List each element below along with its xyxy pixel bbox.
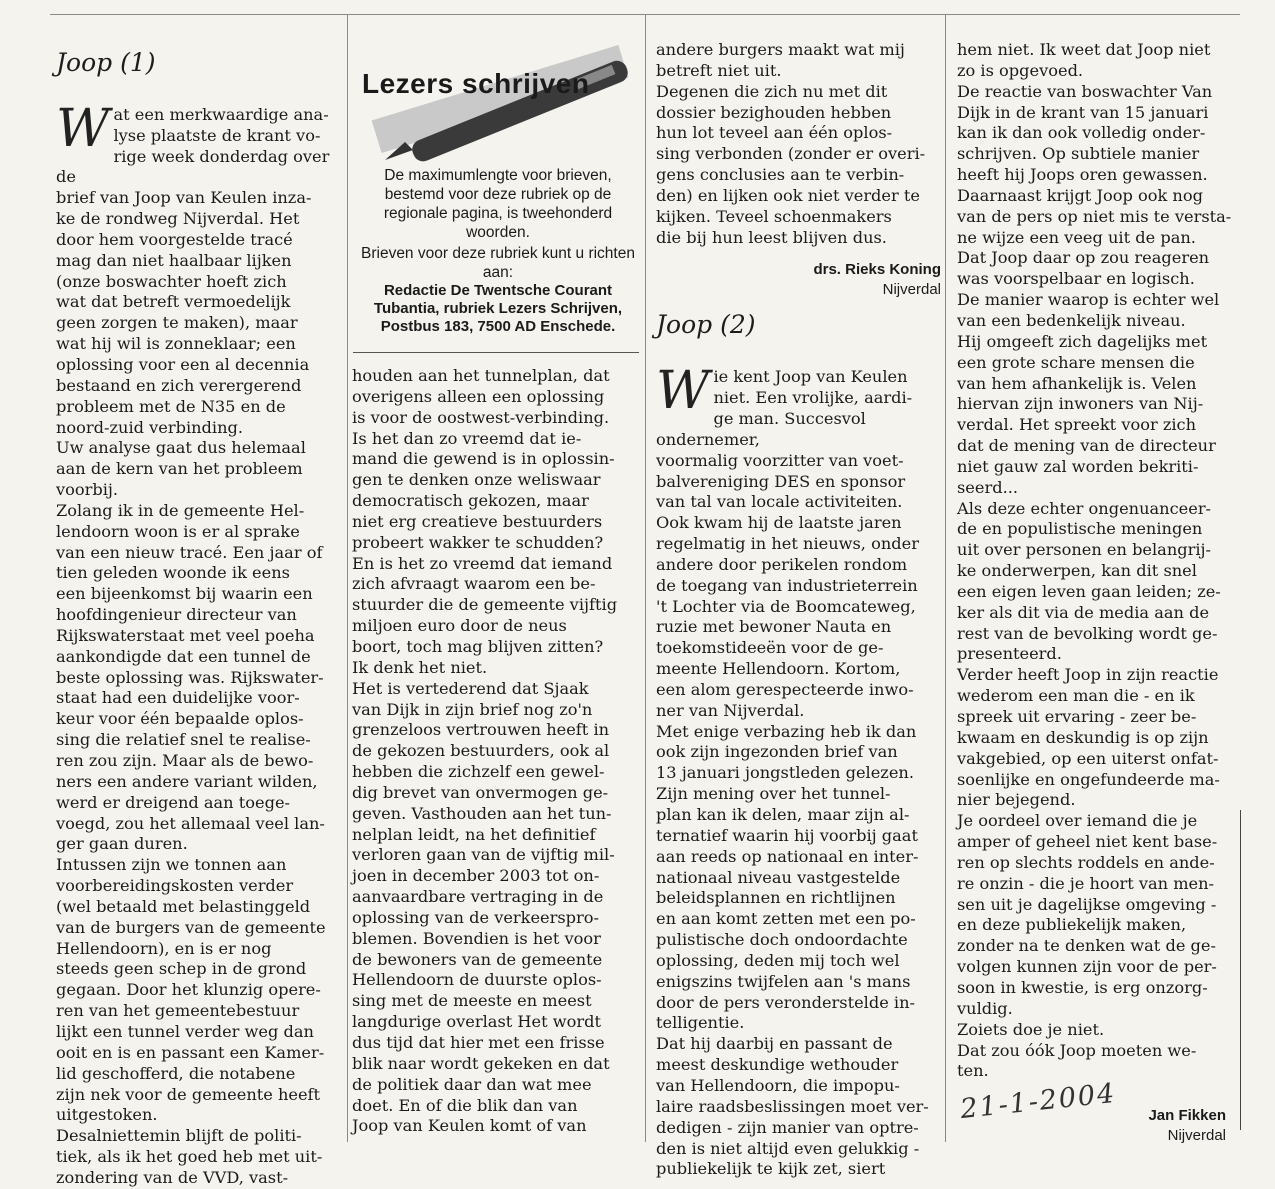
top-rule [50, 14, 1240, 15]
box-bottom-rule [353, 352, 639, 353]
letter1-title: Joop (1) [56, 48, 156, 77]
rubric-logo [357, 42, 639, 172]
column-3 [656, 40, 941, 1180]
letter1-signature [656, 260, 941, 300]
handwritten-date: 21-1-2004 [958, 1077, 1118, 1126]
letter1-dropcap: W [56, 98, 110, 159]
letter1-body-col2: houden aan het tunnelplan, dat overigens alleen een oplossing is voor de oostwest-verbinding. Is het dan zo vreemd dat ie- mand die gewend is in oplossin- gen te denken onze weliswaar democratisch gekozen, maar niet erg creatieve bestuurders probeert wakker te schudden? En is het zo vreemd dat iemand zich afvraagt waarom een be- stuurder die de gemeente vijftig miljoen euro door de neus boort, toch mag blijven zitten? Ik denk het niet. Het is vertederend dat Sjaak van Dijk in zijn brief nog zo'n grenzeloos vertrouwen heeft in de gekozen bestuurders, ook al hebben die zichzelf een gewel- dig brevet van onvermogen ge- geven. Vasthouden aan het tun- nelplan leidt, na het definitief verloren gaan van de vijftig mil- joen in december 2003 tot on- aanvaardbare vertraging in de oplossing van de verkeerspro- blemen. Bovendien is het voor de bewoners van de gemeente Hellendoorn de duurste oplos- sing met de meeste en meest langdurige overlast Het wordt dus tijd dat hier met een frisse blik naar wordt gekeken en dat de politiek daar dan wat mee doet. En of die blik dan van Joop van Keulen komt of van [352, 366, 618, 1136]
page-edge [1240, 810, 1241, 1130]
column-rule [347, 14, 348, 1142]
rubric-send-to: Brieven voor deze rubriek kunt u richten aan: [361, 245, 635, 281]
letter1-place: Nijverdal [882, 281, 941, 299]
column-rule [645, 14, 646, 1142]
letter2-title: Joop (2) [656, 310, 756, 340]
lezers-schrijven-box [357, 42, 639, 354]
rubric-address: Redactie De Twentsche Courant Tubantia, rubriek Lezers Schrijven, Postbus 183, 7500 AD Enschede. [373, 282, 623, 335]
letter1-column-2 [352, 366, 642, 1137]
letter1-column-1 [56, 44, 341, 1189]
letter2-column-4 [957, 40, 1237, 1082]
letter2-dropcap: W [656, 361, 710, 422]
letter2-place: Nijverdal [1167, 1127, 1226, 1144]
letter2-signature [1040, 1106, 1226, 1146]
rubric-logo-text: Lezers schrijven [362, 68, 590, 99]
letter1-intro: at een merkwaardige ana- lyse plaatste de krant vo- rige week donderdag over de brief van Joop van Keulen inza- ke de rondweg Nijverdal. Het door hem voorgestelde tracé mag dan niet haalbaar lijken (onze boswachter hoeft zich wat dat betreft vermoedelijk geen zorgen te maken), maar wat hij wil is zonneklaar; een oplossing voor een al decennia bestaand en zich verergerend probleem met de N35 en de noord-zuid verbinding. [56, 104, 330, 437]
rubric-description: De maximumlengte voor brieven, bestemd voor deze rubriek op de regionale pagina, is tweehonderd woorden. [383, 167, 613, 241]
letter2-body-col3: ie kent Joop van Keulen niet. Een vrolijke, aardi- ge man. Succesvol ondernemer, voormalig voorzitter van voet- balvereniging DES en sponsor van tal van locale activiteiten. Ook kwam hij de laatste jaren regelmatig in het nieuws, onder andere door perikelen rondom de toegang van industrieterrein 't Lochter via de Boomcateweg, ruzie met bewoner Nauta en toekomstideeën voor de ge- meente Hellendoorn. Kortom, een alom gerespecteerde inwo- ner van Nijverdal. Met enige verbazing heb ik dan ook zijn ingezonden brief van 13 januari jongstleden gelezen. Zijn mening over het tunnel- plan kan ik delen, maar zijn al- ternatief waarin hij voorbij gaat aan reeds op nationaal en inter- nationaal niveau vastgestelde beleidsplannen en richtlijnen en aan komt zetten met een po- pulistische doch ondoordachte oplossing, deden mij toch wel enigszins twijfelen aan 's mans door de pers veronderstelde in- telligentie. Dat hij daarbij en passant de meest deskundige wethouder van Hellendoorn, die impopu- laire raadsbeslissingen moet ver- dedigen - zijn manier van optre- den is niet altijd even gelukkig - publiekelijk te kijk zet, siert [656, 367, 929, 1179]
letter1-body-col3: andere burgers maakt wat mij betreft niet uit. Degenen die zich nu met dit dossier bezighouden hebben hun lot teveel aan één oplos- sing verbonden (zonder er overi- gens conclusies aan te verbin- den) en lijken ook niet verder te kijken. Teveel schoenmakers die bij hun leest blijven dus. [656, 40, 926, 247]
letter2-author: Jan Fikken [1148, 1107, 1226, 1124]
letter1-author: drs. Rieks Koning [813, 261, 941, 279]
letter1-body-col1: Uw analyse gaat dus helemaal aan de kern van het probleem voorbij. Zolang ik in de gemeente Hel- lendoorn woon is er al sprake van een nieuw tracé. Een jaar of tien geleden woonde ik eens een bijeenkomst bij waarin een hoofdingenieur directeur van Rijkswaterstaat met veel poeha aankondigde dat een tunnel de beste oplossing was. Rijkswater- staat had een duidelijke voor- keur voor één bepaalde oplos- sing die relatief snel te realise- ren zou zijn. Maar als de bewo- ners een andere variant wilden, werd er dreigend aan toege- voegd, zou het allemaal veel lan- ger gaan duren. Intussen zijn we tonnen aan voorbereidingskosten verder (wel betaald met belastinggeld van de burgers van de gemeente Hellendoorn), en is er nog steeds geen schep in de grond gegaan. Door het klunzig opere- ren van het gemeentebestuur lijkt een tunnel verder weg dan ooit en is en passant een Kamer- lid geschofferd, die notabene zijn nek voor de gemeente heeft uitgestoken. Desalniettemin blijft de politi- tiek, als ik het goed heb met uit- zondering van de VVD, vast- [56, 438, 326, 1187]
letter2-body-col4: hem niet. Ik weet dat Joop niet zo is opgevoed. De reactie van boswachter Van Dijk in de krant van 15 januari kan ik dan ook volledig onder- schrijven. Op subtiele manier heeft hij Joops oren gewassen. Daarnaast krijgt Joop ook nog van de pers op niet mis te versta- ne wijze een veeg uit de pan. Dat Joop daar op zou reageren was voorspelbaar en logisch. De manier waarop is echter wel van een bedenkelijk niveau. Hij omgeeft zich dagelijks met een grote schare mensen die van hem afhankelijk is. Velen hiervan zijn inwoners van Nij- verdal. Het spreekt voor zich dat de mening van de directeur niet gauw zal worden bekriti- seerd... Als deze echter ongenuanceer- de en populistische meningen uit over personen en belangrij- ke onderwerpen, kan dit snel een eigen leven gaan leiden; ze- ker als dit via de media aan de rest van de bevolking wordt ge- presenteerd. Verder heeft Joop in zijn reactie wederom een man die - en ik spreek uit ervaring - zeer be- kwaam en deskundig is op zijn vakgebied, op een uiterst onfat- soenlijke en ongefundeerde ma- nier bejegend. Je oordeel over iemand die je amper of geheel niet kent base- ren op slechts roddels en ande- re onzin - die je hoort van men- sen uit je dagelijkse omgeving - en deze publiekelijk maken, zonder na te denken wat de ge- volgen kunnen zijn voor de per- soon in kwestie, is erg onzorg- vuldig. Zoiets doe je niet. Dat zou óók Joop moeten we- ten. [957, 40, 1232, 1081]
fountain-pen-icon [365, 42, 635, 172]
column-rule [945, 14, 946, 1142]
